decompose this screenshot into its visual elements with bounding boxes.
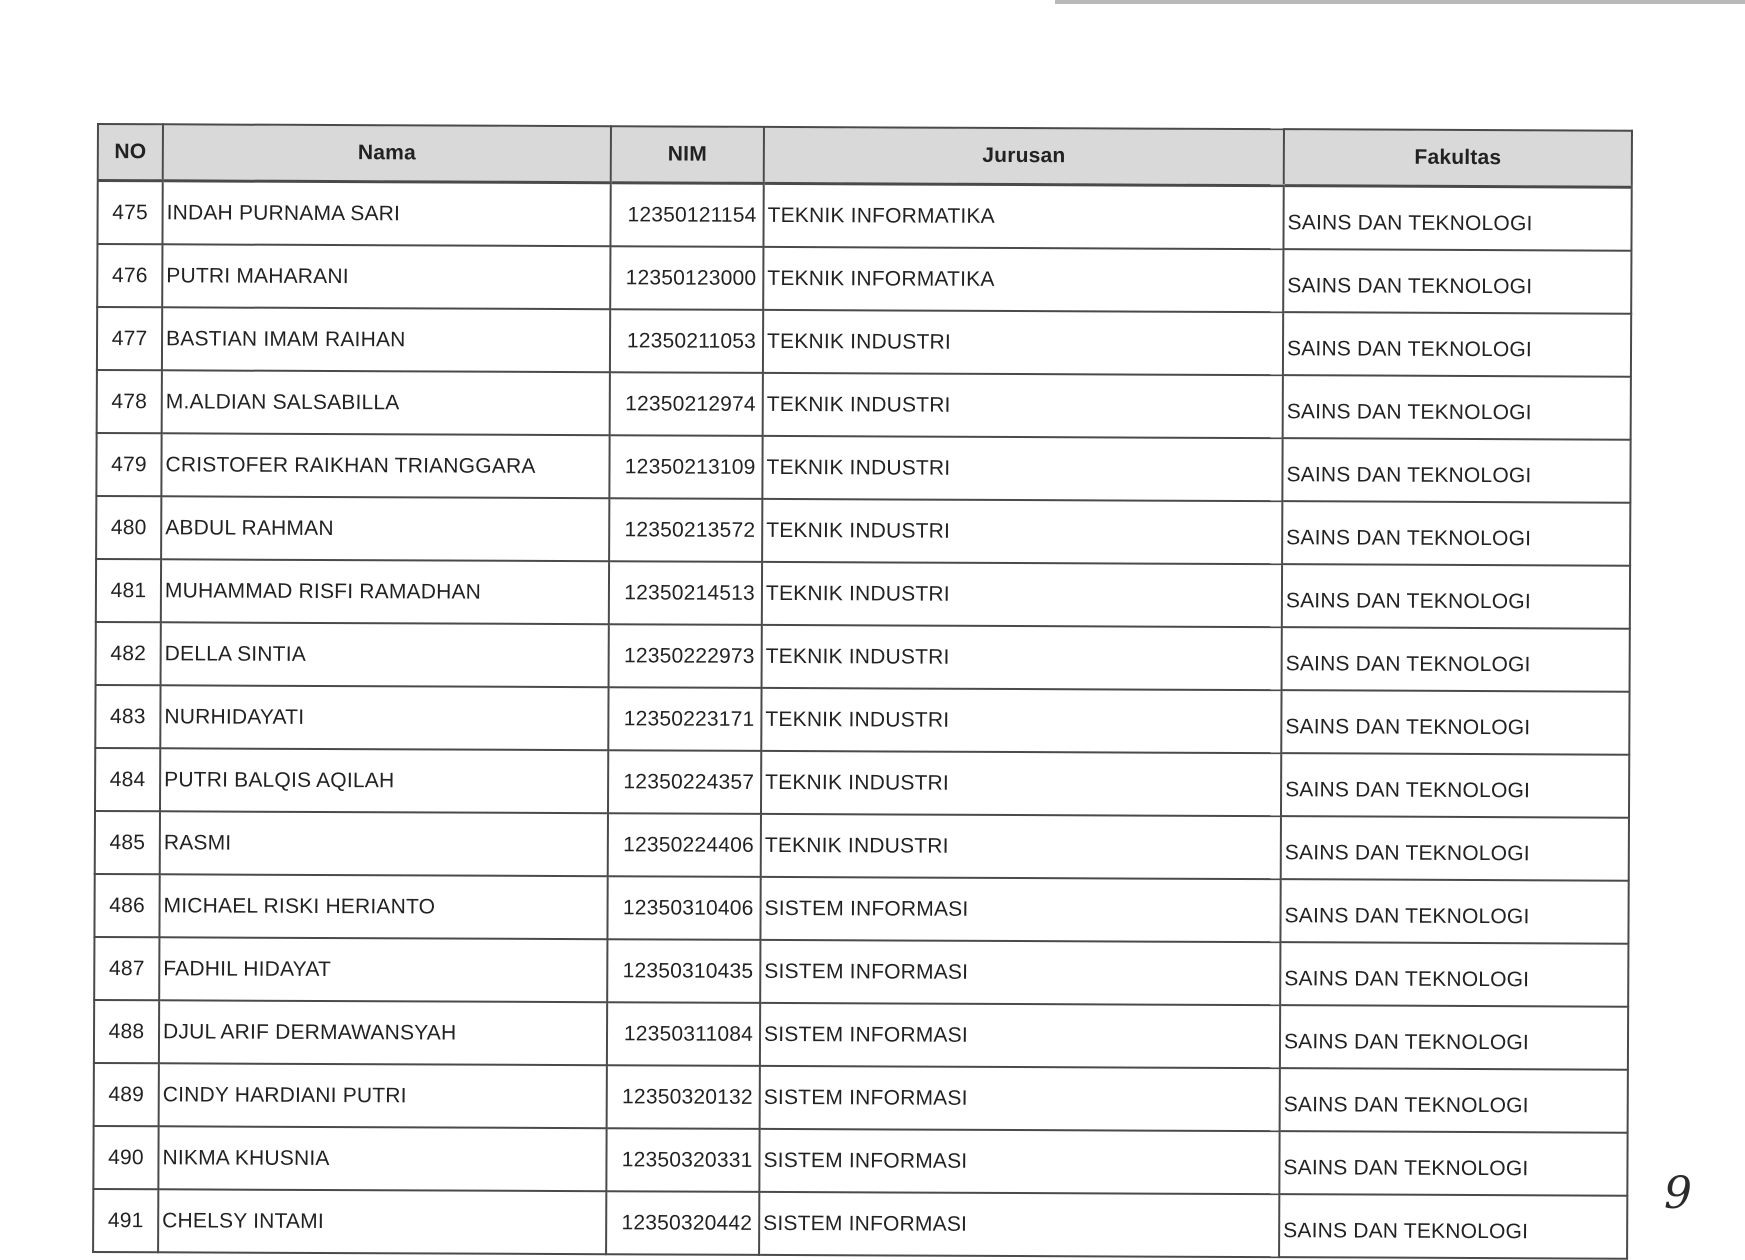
cell-fakultas: SAINS DAN TEKNOLOGI — [1280, 879, 1628, 944]
cell-nim: 12350123000 — [610, 246, 763, 310]
header-nama: Nama — [163, 124, 611, 182]
cell-nama: INDAH PURNAMA SARI — [162, 181, 610, 246]
cell-no: 477 — [97, 307, 162, 370]
cell-jurusan: SISTEM INFORMASI — [759, 1129, 1279, 1194]
cell-jurusan: TEKNIK INDUSTRI — [763, 373, 1283, 438]
cell-nama: DJUL ARIF DERMAWANSYAH — [159, 1000, 607, 1065]
cell-jurusan: TEKNIK INDUSTRI — [761, 688, 1281, 753]
header-nim: NIM — [611, 126, 764, 183]
cell-no: 475 — [97, 181, 162, 245]
cell-nim: 12350310406 — [607, 876, 760, 940]
cell-jurusan: SISTEM INFORMASI — [760, 877, 1280, 942]
cell-nim: 12350320132 — [607, 1065, 760, 1129]
cell-jurusan: TEKNIK INDUSTRI — [761, 751, 1281, 816]
cell-nim: 12350213109 — [609, 435, 762, 499]
table-body — [93, 181, 1632, 1259]
cell-nama: CRISTOFER RAIKHAN TRIANGGARA — [161, 433, 609, 498]
cell-no: 479 — [96, 433, 161, 496]
cell-nim: 12350121154 — [610, 183, 763, 247]
cell-fakultas: SAINS DAN TEKNOLOGI — [1281, 753, 1629, 818]
table-row — [95, 748, 1629, 818]
cell-nim: 12350320442 — [606, 1191, 759, 1255]
cell-nama: MUHAMMAD RISFI RAMADHAN — [161, 559, 609, 624]
table-row — [94, 937, 1628, 1007]
cell-fakultas: SAINS DAN TEKNOLOGI — [1281, 816, 1629, 881]
cell-nim: 12350222973 — [609, 624, 762, 688]
cell-fakultas: SAINS DAN TEKNOLOGI — [1282, 627, 1630, 692]
cell-no: 480 — [96, 496, 161, 559]
table-row — [93, 1189, 1627, 1259]
cell-no: 487 — [94, 937, 159, 1000]
cell-no: 484 — [95, 748, 160, 811]
cell-no: 490 — [93, 1126, 158, 1189]
cell-jurusan: TEKNIK INDUSTRI — [762, 625, 1282, 690]
table-row — [94, 1000, 1628, 1070]
cell-nama: FADHIL HIDAYAT — [159, 937, 607, 1002]
table-row — [94, 1063, 1628, 1133]
cell-fakultas: SAINS DAN TEKNOLOGI — [1282, 501, 1630, 566]
cell-nama: PUTRI MAHARANI — [162, 244, 610, 309]
cell-jurusan: TEKNIK INDUSTRI — [762, 436, 1282, 501]
table-row — [96, 433, 1630, 503]
cell-fakultas: SAINS DAN TEKNOLOGI — [1283, 375, 1631, 440]
cell-jurusan: TEKNIK INFORMATIKA — [763, 247, 1283, 312]
cell-nama: ABDUL RAHMAN — [161, 496, 609, 561]
cell-jurusan: TEKNIK INDUSTRI — [763, 310, 1283, 375]
table-row — [97, 244, 1631, 314]
cell-no: 481 — [96, 559, 161, 622]
cell-nim: 12350212974 — [610, 372, 763, 436]
cell-nim: 12350224406 — [608, 813, 761, 877]
cell-nama: CHELSY INTAMI — [158, 1189, 606, 1254]
cell-fakultas: SAINS DAN TEKNOLOGI — [1282, 438, 1630, 503]
cell-no: 488 — [94, 1000, 159, 1063]
cell-nama: CINDY HARDIANI PUTRI — [159, 1063, 607, 1128]
table-row — [97, 307, 1631, 377]
cell-nim: 12350310435 — [607, 939, 760, 1003]
student-table — [92, 123, 1633, 1260]
header-fakultas: Fakultas — [1284, 129, 1632, 187]
cell-no: 483 — [95, 685, 160, 748]
cell-nim: 12350214513 — [609, 561, 762, 625]
cell-fakultas: SAINS DAN TEKNOLOGI — [1280, 1068, 1628, 1133]
cell-fakultas: SAINS DAN TEKNOLOGI — [1283, 249, 1631, 314]
cell-nim: 12350213572 — [609, 498, 762, 562]
header-jurusan: Jurusan — [764, 127, 1284, 186]
table-row — [93, 1126, 1627, 1196]
handwritten-page-number: 9 — [1664, 1168, 1692, 1219]
table-row — [95, 811, 1629, 881]
table-row — [97, 181, 1631, 251]
cell-nim: 12350224357 — [608, 750, 761, 814]
cell-nim: 12350223171 — [608, 687, 761, 751]
cell-jurusan: SISTEM INFORMASI — [760, 940, 1280, 1005]
cell-nama: NIKMA KHUSNIA — [158, 1126, 606, 1191]
cell-fakultas: SAINS DAN TEKNOLOGI — [1280, 942, 1628, 1007]
cell-nama: MICHAEL RISKI HERIANTO — [159, 874, 607, 939]
cell-no: 476 — [97, 244, 162, 307]
cell-fakultas: SAINS DAN TEKNOLOGI — [1281, 690, 1629, 755]
cell-no: 482 — [96, 622, 161, 685]
table-row — [96, 496, 1630, 566]
cell-nama: NURHIDAYATI — [160, 685, 608, 750]
cell-nim: 12350311084 — [607, 1002, 760, 1066]
cell-no: 478 — [97, 370, 162, 433]
cell-no: 485 — [95, 811, 160, 874]
cell-jurusan: SISTEM INFORMASI — [759, 1192, 1279, 1257]
table-row — [96, 559, 1630, 629]
cell-nim: 12350320331 — [606, 1128, 759, 1192]
cell-jurusan: TEKNIK INFORMATIKA — [763, 183, 1283, 249]
cell-jurusan: SISTEM INFORMASI — [760, 1066, 1280, 1131]
cell-nama: M.ALDIAN SALSABILLA — [162, 370, 610, 435]
cell-nama: PUTRI BALQIS AQILAH — [160, 748, 608, 813]
header-row — [98, 124, 1632, 187]
cell-nim: 12350211053 — [610, 309, 763, 373]
table-row — [94, 874, 1628, 944]
table-row — [95, 685, 1629, 755]
cell-jurusan: TEKNIK INDUSTRI — [762, 562, 1282, 627]
cell-no: 489 — [94, 1063, 159, 1126]
cell-fakultas: SAINS DAN TEKNOLOGI — [1279, 1131, 1627, 1196]
cell-no: 486 — [94, 874, 159, 937]
cell-fakultas: SAINS DAN TEKNOLOGI — [1282, 564, 1630, 629]
header-no: NO — [98, 124, 163, 181]
cell-fakultas: SAINS DAN TEKNOLOGI — [1283, 312, 1631, 377]
table-header — [98, 124, 1632, 187]
table-row — [96, 622, 1630, 692]
cell-jurusan: TEKNIK INDUSTRI — [761, 814, 1281, 879]
cell-fakultas: SAINS DAN TEKNOLOGI — [1283, 186, 1631, 251]
scan-edge — [1055, 0, 1745, 4]
cell-no: 491 — [93, 1189, 158, 1252]
cell-nama: RASMI — [160, 811, 608, 876]
cell-fakultas: SAINS DAN TEKNOLOGI — [1279, 1194, 1627, 1259]
cell-jurusan: TEKNIK INDUSTRI — [762, 499, 1282, 564]
cell-fakultas: SAINS DAN TEKNOLOGI — [1280, 1005, 1628, 1070]
cell-nama: DELLA SINTIA — [161, 622, 609, 687]
table-row — [97, 370, 1631, 440]
cell-nama: BASTIAN IMAM RAIHAN — [162, 307, 610, 372]
cell-jurusan: SISTEM INFORMASI — [760, 1003, 1280, 1068]
